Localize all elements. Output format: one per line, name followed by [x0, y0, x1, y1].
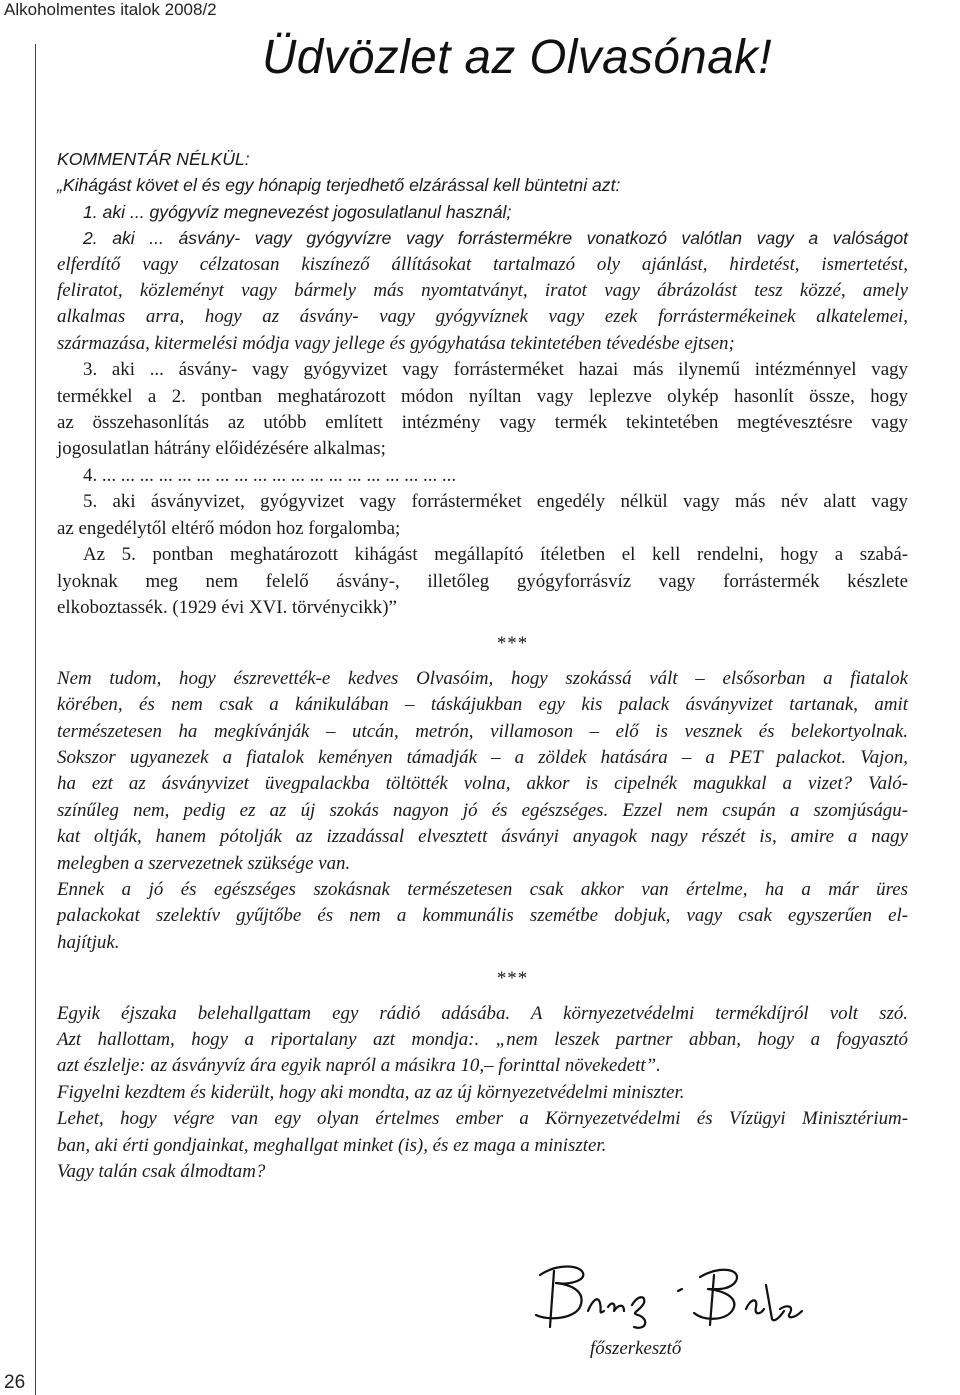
publication-header: Alkoholmentes italok 2008/2 [4, 0, 217, 19]
comment-item-3-line: termékkel a 2. pontban meghatározott módon nyíltan vagy leplezve olykép hasonlít össze, hogy [57, 385, 908, 407]
comment-item-3-line: az összehasonlítás az utóbb említett intézmény vagy termék tekintetében megtévesztésre vagy [57, 412, 908, 434]
paragraph-1-line: természetesen ha megkívánják – utcán, metrón, villamoson – elő is vesznek és belekortyolnak. [57, 720, 908, 742]
paragraph-3-second: Azt hallottam, hogy a riportalany azt mondja:. „nem leszek partner abban, hogy a fogyasztó [57, 1029, 908, 1050]
paragraph-2-line: Ennek a jó és egészséges szokásnak természetesen csak akkor van értelme, ha a már üres [57, 878, 908, 900]
paragraph-1-last: melegben a szervezetnek szüksége van. [57, 852, 351, 874]
comment-item-3-line: jogosulatlan hátrány előidézésére alkalmas; [57, 438, 386, 460]
comment-item-5-first: 5. aki ásványvizet, gyógyvizet vagy forrásterméket engedély nélkül vagy más név alatt vagy [83, 491, 908, 513]
paragraph-3-last: azt észlelje: az ásványvíz ára egyik napról a másikra 10,– forinttal növekedett”. [57, 1055, 661, 1077]
paragraph-1-line: Sokszor ugyanezek a fiatalok keményen támadják – a zöldek hatására – a PET palackot. Vajon, [57, 746, 908, 768]
comment-item-2-line: feliratot, közleményt vagy bármely más nyomtatványt, iratot vagy ábrázolást tesz közzé, amely [57, 280, 908, 302]
article-body [57, 146, 908, 1185]
paragraph-3-first: Egyik éjszaka belehallgattam egy rádió adásába. A környezetvédelmi termékdíjról volt szó. [57, 1002, 908, 1024]
paragraph-1-line: kat oltják, hanem pótolják az izzadással elvesztett ásványi anyagok nagy részét is, amire a nagy [57, 826, 908, 848]
paragraph-6: Vagy talán csak álmodtam? [57, 1161, 266, 1183]
comment-item-5-last: az engedélytől eltérő módon hoz forgalomba; [57, 517, 401, 539]
paragraph-1-line: körében, és nem csak a kánikulában – táskájukban egy kis palack ásványvizet tartanak, amit [57, 694, 908, 716]
paragraph-1-line: ha ezt az ásványvizet üvegpalackba töltötték volna, akkor is cipelnék magukkal a vizet? Való- [57, 773, 908, 795]
comment-closing-second: lyoknak meg nem felelő ásvány-, illetőleg gyógyforrásvíz vagy forrástermék készlete [57, 570, 908, 592]
comment-item-2-first: 2. aki ... ásvány- vagy gyógyvízre vagy forrástermékre vonatkozó valótlan vagy a valóságot [83, 228, 908, 249]
comment-intro: „Kihágást követ el és egy hónapig terjedhető elzárással kell büntetni azt: [57, 175, 621, 196]
comment-item-4: 4. ... ... ... ... ... ... ... ... ... ... ... ... ... ... ... ... ... ... ... [83, 464, 457, 486]
paragraph-2-last: hajítjuk. [57, 931, 120, 953]
comment-item-2-line: alkalmas arra, hogy az ásvány- vagy gyógyvíznek vagy ezek forrástermékeinek alkatelemei, [57, 306, 908, 328]
paragraph-2-line: palackokat szelektív gyűjtőbe és nem a kommunális szemétbe dobjuk, vagy csak egyszerűen el- [57, 905, 908, 927]
paragraph-1-line: Nem tudom, hogy észrevették-e kedves Olvasóim, hogy szokássá vált – elsősorban a fiatalok [57, 667, 908, 689]
comment-closing-last: elkoboztassék. (1929 évi XVI. törvénycikk)” [57, 596, 397, 618]
signature-role: főszerkesztő [590, 1338, 682, 1359]
paragraph-5-last: ban, aki érti gondjainkat, meghallgat minket (is), és ez maga a miniszter. [57, 1134, 607, 1156]
comment-item-1: 1. aki ... gyógyvíz megnevezést jogosulatlanul használ; [83, 201, 512, 222]
page-number: 26 [4, 1372, 26, 1393]
paragraph-5-first: Lehet, hogy végre van egy olyan értelmes ember a Környezetvédelmi és Vízügyi Minisztérium- [57, 1108, 908, 1130]
page-title: Üdvözlet az Olvasónak! [262, 31, 773, 84]
margin-rule [35, 44, 36, 1395]
section-separator: *** [496, 968, 529, 990]
handwritten-signature [528, 1255, 808, 1345]
comment-item-2-line: elferdítő vagy célzatosan kiszínező állításokat tartalmazó oly ajánlást, hirdetést, ismertetést, [57, 253, 908, 275]
comment-item-3-first: 3. aki ... ásvány- vagy gyógyvizet vagy forrásterméket hazai más ilynemű intézménnyel vagy [83, 359, 908, 381]
section-separator: *** [496, 633, 529, 655]
comment-item-2-line: származása, kitermelési módja vagy jellege és gyógyhatása tekintetében tévedésbe ejtsen; [57, 332, 735, 354]
signature-graphic [528, 1255, 808, 1345]
comment-heading: KOMMENTÁR NÉLKÜL: [57, 149, 250, 169]
comment-closing-first: Az 5. pontban meghatározott kihágást megállapító ítéletben el kell rendelni, hogy a szabá- [83, 544, 908, 566]
paragraph-4: Figyelni kezdtem és kiderült, hogy aki mondta, az az új környezetvédelmi miniszter. [57, 1081, 685, 1103]
paragraph-1-line: színűleg nem, pedig ez az új szokás nagyon jó és egészséges. Ezzel nem csupán a szomjúságu- [57, 799, 908, 821]
